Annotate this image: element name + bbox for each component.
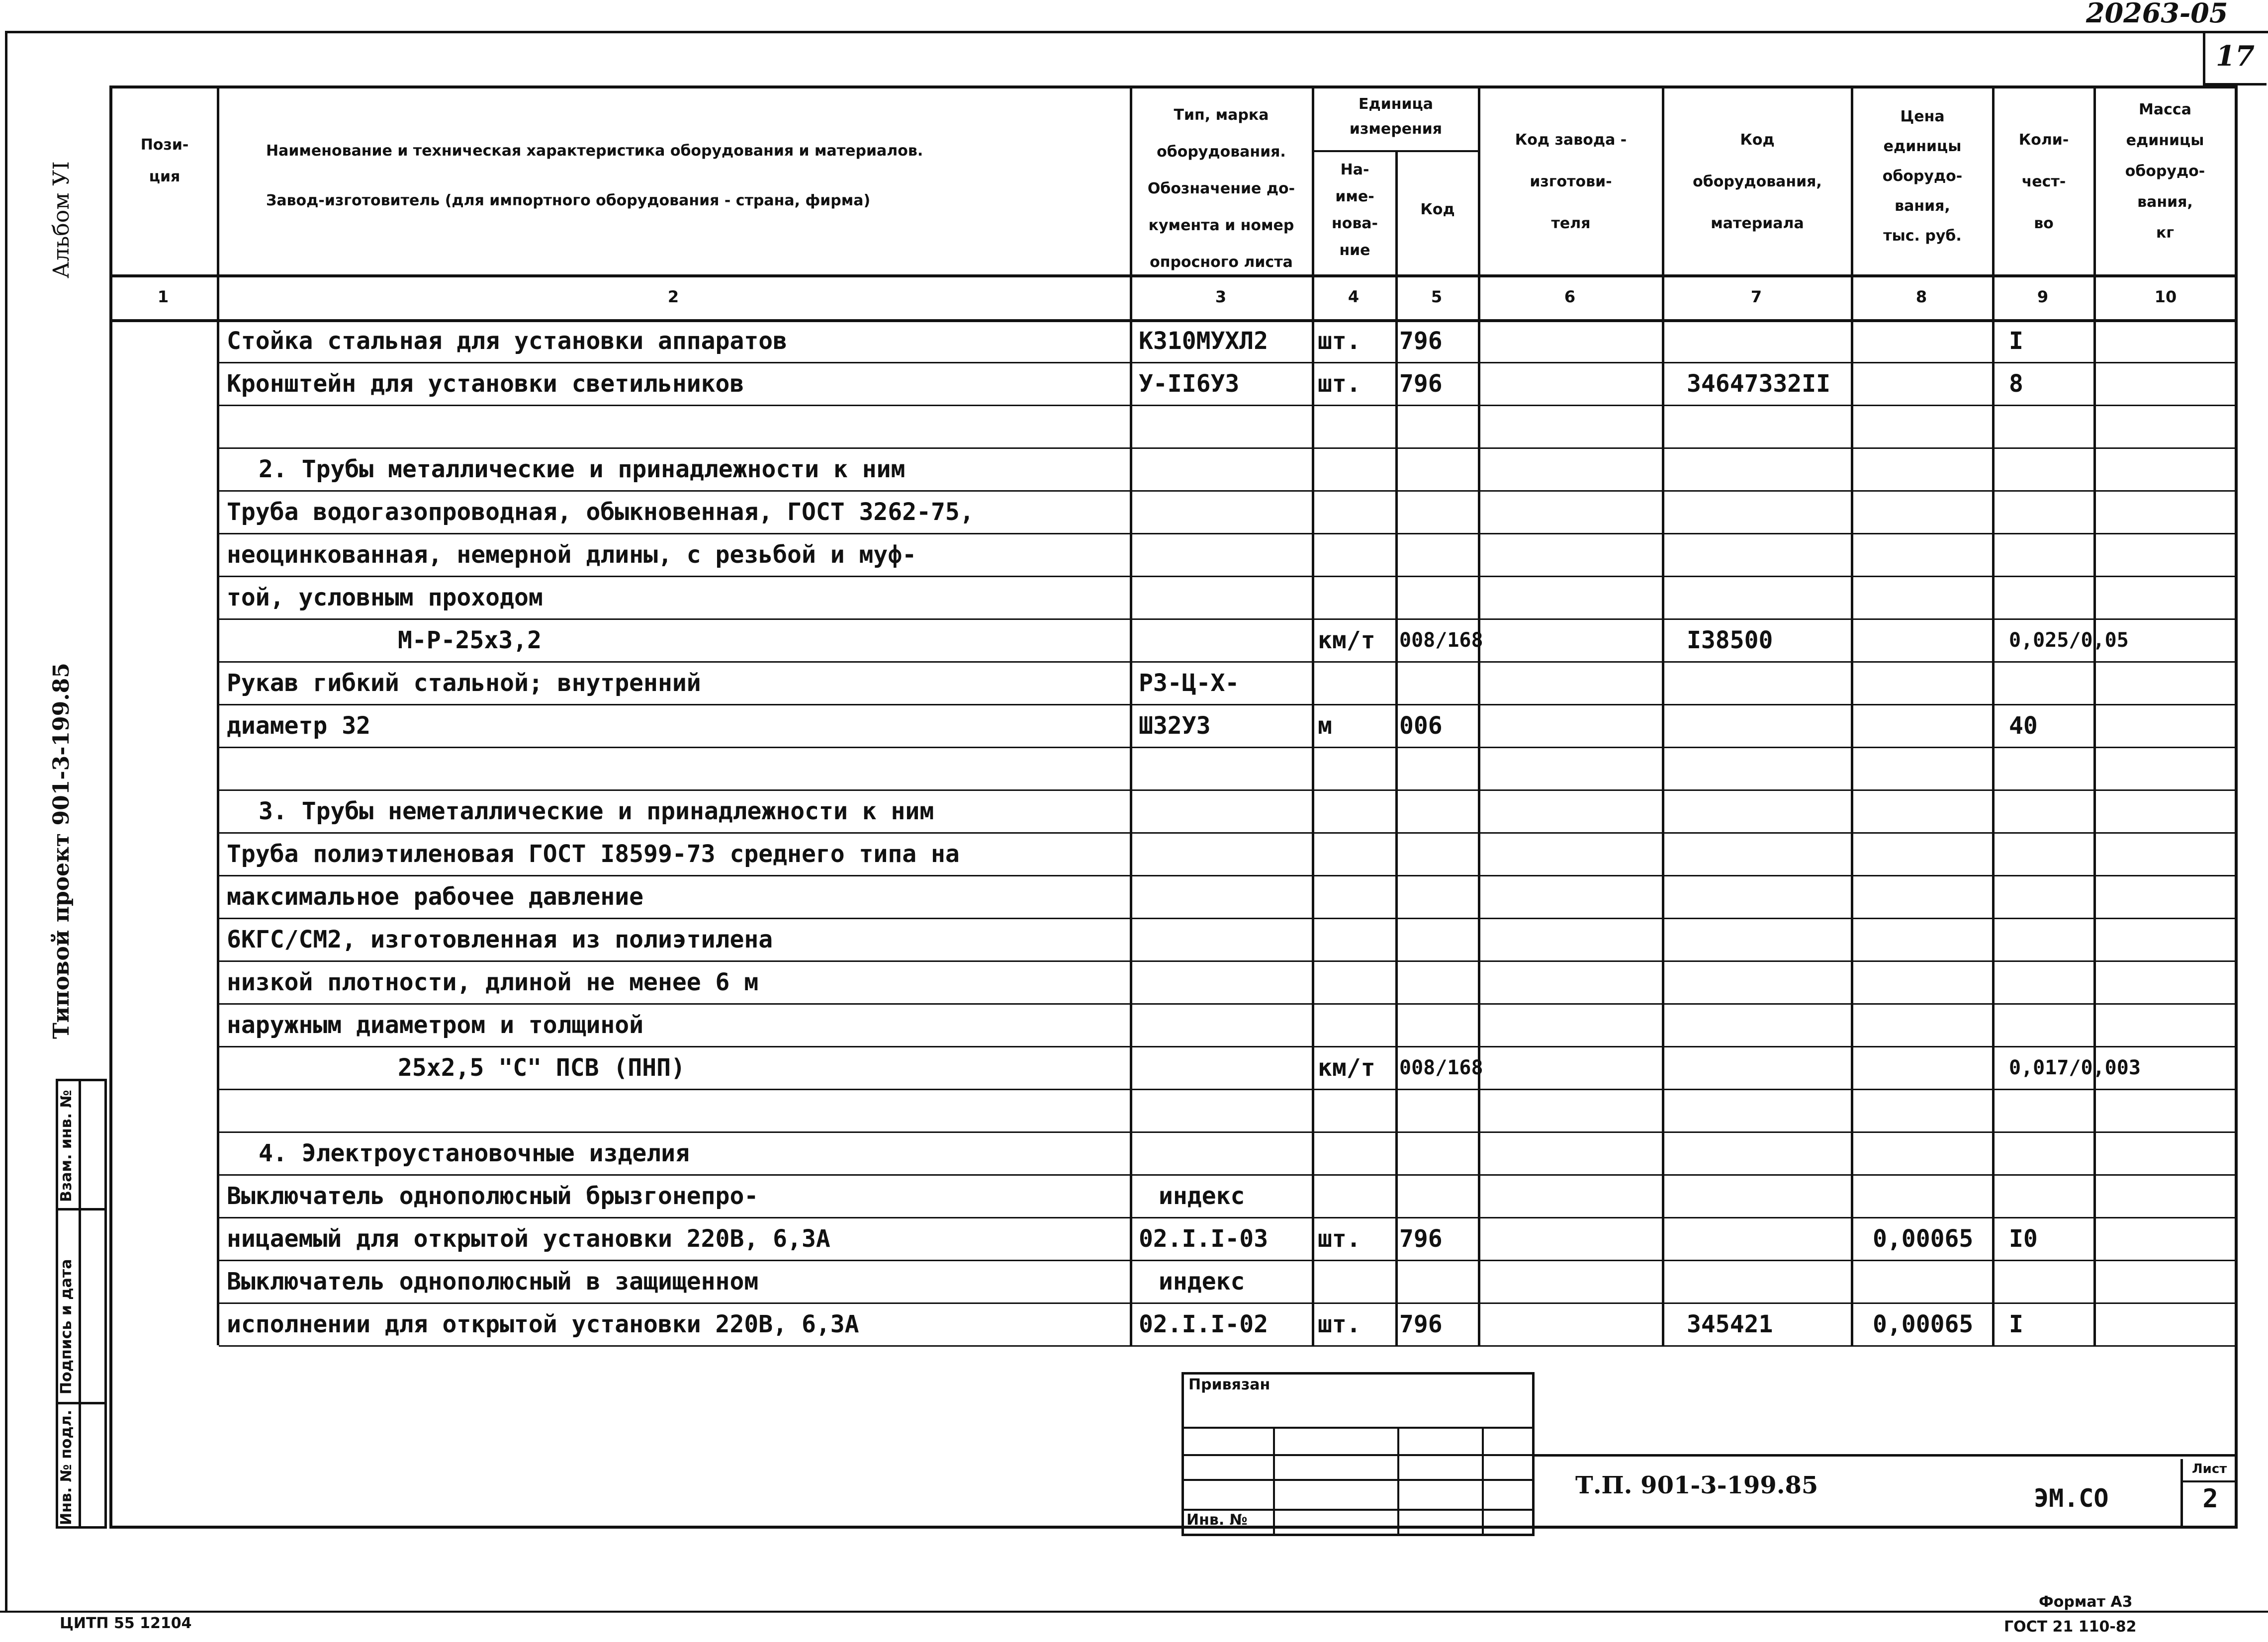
- row-type: индекс: [1159, 1182, 1245, 1210]
- sheet-number: 2: [2202, 1484, 2218, 1514]
- row-code: 796: [1399, 1310, 1443, 1338]
- album-label: Альбом УI: [49, 161, 74, 278]
- header-name: Наименование и техническая характеристика оборудования и материалов. Завод-изготовитель (для импортного оборудования - страна, фирма): [266, 142, 923, 209]
- row-code: 008/168: [1399, 629, 1483, 652]
- project-label: Типовой проект 901-3-199.85: [49, 663, 74, 1039]
- row-name: М-Р-25х3,2: [398, 626, 542, 654]
- row-unit: шт.: [1318, 1310, 1361, 1338]
- row-name: неоцинкованная, немерной длины, с резьбой и муф-: [227, 541, 917, 569]
- col-number-1: 1: [157, 287, 169, 306]
- row-type: индекс: [1159, 1268, 1245, 1296]
- row-unit: км/т: [1318, 1054, 1375, 1082]
- row-name: низкой плотности, длиной не менее 6 м: [227, 968, 759, 996]
- row-qty: I: [2009, 327, 2023, 355]
- row-equip: I38500: [1687, 626, 1773, 654]
- row-unit: км/т: [1318, 626, 1375, 654]
- row-qty: I0: [2009, 1225, 2038, 1253]
- row-unit: м: [1318, 712, 1332, 740]
- row-name: той, условным проходом: [227, 584, 543, 611]
- row-equip: 34647332II: [1687, 370, 1830, 398]
- row-name: 4. Электроустановочные изделия: [259, 1139, 690, 1167]
- header-pos: Пози- ция: [140, 136, 189, 185]
- col-number-4: 4: [1348, 287, 1360, 306]
- doc-code: Т.П. 901-3-199.85: [1575, 1471, 1818, 1499]
- stamp-replace-inv: Взам. инв. №: [58, 1090, 75, 1202]
- frame-bottom-line: [0, 1611, 2268, 1613]
- stamp-orig-inv: Инв. № подл.: [58, 1409, 75, 1525]
- row-code: 796: [1399, 327, 1443, 355]
- sheet-label: Лист: [2192, 1462, 2227, 1476]
- row-equip: 345421: [1687, 1310, 1773, 1338]
- row-name: исполнении для открытой установки 220В, 6,3А: [227, 1310, 859, 1338]
- row-name: Стойка стальная для установки аппаратов: [227, 327, 788, 355]
- sheet-code: 20263-05: [2086, 0, 2228, 29]
- col-number-6: 6: [1564, 287, 1576, 306]
- row-type: Ш32У3: [1139, 712, 1211, 740]
- page-number: 17: [2216, 40, 2255, 73]
- col-number-10: 10: [2154, 287, 2177, 306]
- col-number-3: 3: [1215, 287, 1227, 306]
- row-unit: шт.: [1318, 370, 1361, 398]
- row-name: Выключатель однополюсный в защищенном: [227, 1268, 759, 1296]
- col-number-5: 5: [1431, 287, 1443, 306]
- row-name: ницаемый для открытой установки 220В, 6,3А: [227, 1225, 830, 1253]
- row-code: 796: [1399, 1225, 1443, 1253]
- row-name: Кронштейн для установки светильников: [227, 370, 744, 398]
- row-qty: 40: [2009, 712, 2038, 740]
- col-number-7: 7: [1750, 287, 1762, 306]
- row-qty: 0,017/0,003: [2009, 1056, 2141, 1079]
- row-type: 02.I.I-03: [1139, 1225, 1269, 1253]
- row-type: 02.I.I-02: [1139, 1310, 1269, 1338]
- row-name: 6КГС/СМ2, изготовленная из полиэтилена: [227, 926, 773, 953]
- row-name: диаметр 32: [227, 712, 370, 740]
- col-number-9: 9: [2037, 287, 2049, 306]
- header-price: Цена единицы оборудо- вания, тыс. руб.: [1882, 108, 1963, 245]
- row-unit: шт.: [1318, 1225, 1361, 1253]
- header-unit-code: Код: [1420, 201, 1455, 218]
- header-mass: Масса единицы оборудо- вания, кг: [2125, 101, 2205, 242]
- row-price: 0,00065: [1873, 1225, 1974, 1253]
- row-type: У-II6У3: [1139, 370, 1240, 398]
- row-name: 3. Трубы неметаллические и принадлежности к ним: [259, 797, 934, 825]
- row-type: Р3-Ц-Х-: [1139, 669, 1240, 697]
- row-name: максимальное рабочее давление: [227, 883, 644, 911]
- row-name: наружным диаметром и толщиной: [227, 1011, 644, 1039]
- col-number-8: 8: [1915, 287, 1927, 306]
- row-code: 006: [1399, 712, 1443, 740]
- row-name: 25х2,5 "С" ПСВ (ПНП): [398, 1054, 685, 1082]
- row-name: 2. Трубы металлические и принадлежности к ним: [259, 455, 906, 483]
- header-equip-code: Код оборудования, материала: [1693, 131, 1822, 232]
- stamp-sign-date: Подпись и дата: [58, 1259, 75, 1394]
- header-unit: Единица измерения: [1349, 95, 1443, 138]
- row-name: Рукав гибкий стальной; внутренний: [227, 669, 701, 697]
- row-code: 796: [1399, 370, 1443, 398]
- row-type: К310МУХЛ2: [1139, 327, 1269, 355]
- row-qty: 0,025/0,05: [2009, 629, 2129, 652]
- header-type: Тип, марка оборудования. Обозначение до- кумента и номер опросного листа: [1147, 106, 1295, 271]
- header-factory-code: Код завода - изготови- теля: [1515, 131, 1627, 232]
- inv-label: Инв. №: [1186, 1511, 1248, 1529]
- row-name: Выключатель однополюсный брызгонепро-: [227, 1182, 759, 1210]
- row-name: Труба водогазопроводная, обыкновенная, ГОСТ 3262-75,: [227, 498, 974, 526]
- format-label: Формат А3: [2039, 1593, 2133, 1611]
- row-name: Труба полиэтиленовая ГОСТ I8599-73 среднего типа на: [227, 840, 960, 868]
- row-price: 0,00065: [1873, 1310, 1974, 1338]
- header-qty: Коли- чест- во: [2018, 131, 2069, 232]
- row-qty: I: [2009, 1310, 2023, 1338]
- header-unit-name: На- име- нова- ние: [1331, 161, 1378, 259]
- doc-mark: ЭМ.СО: [2034, 1484, 2109, 1513]
- gost-label: ГОСТ 21 110-82: [2004, 1618, 2137, 1636]
- row-qty: 8: [2009, 370, 2023, 398]
- col-number-2: 2: [667, 287, 679, 306]
- print-code: ЦИТП 55 12104: [60, 1615, 192, 1632]
- row-unit: шт.: [1318, 327, 1361, 355]
- attached-label: Привязан: [1188, 1376, 1270, 1393]
- row-code: 008/168: [1399, 1056, 1483, 1079]
